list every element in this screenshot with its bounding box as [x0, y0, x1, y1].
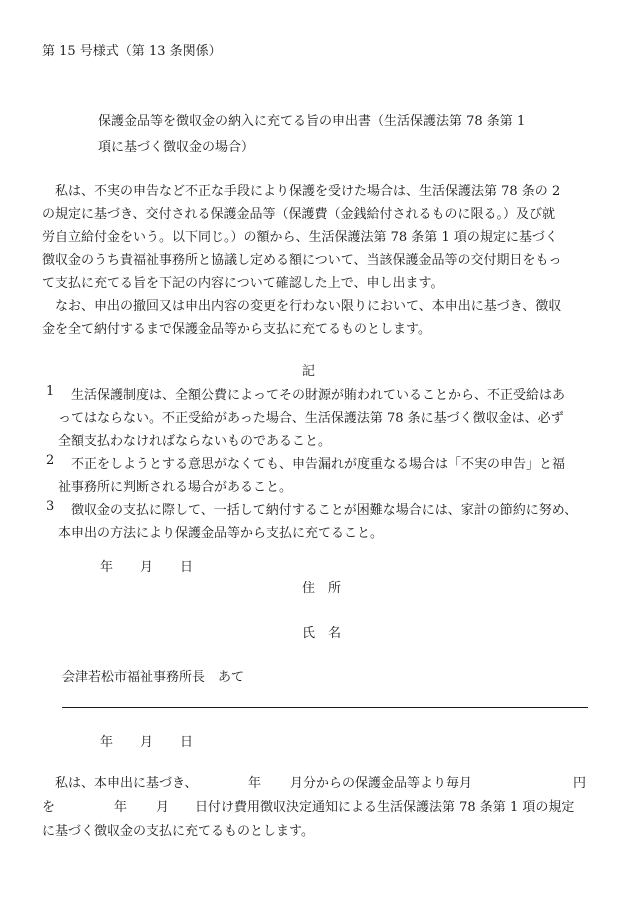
name-label: 氏 名 — [302, 626, 342, 641]
intro-line: て支払に充てる旨を下記の内容について確認した上で、申し出ます。 — [42, 276, 444, 291]
item-line: 本申出の方法により保護金品等から支払に充てること。 — [58, 526, 384, 541]
statement-text: 年 — [114, 800, 128, 815]
item-line: 不正をしようとする意思がなくても、申告漏れが度重なる場合は「不実の申告」と福 — [58, 457, 566, 472]
item-line: 祉事務所に判断される場合があること。 — [58, 480, 293, 495]
intro-line: の規定に基づき、交付される保護金品等（保護費（金銭給付されるものに限る。）及び就 — [42, 207, 555, 222]
statement-text: 日付け費用徴収決定通知による生活保護法第 78 条第 1 項の規定 — [195, 800, 575, 815]
intro-line: 私は、不実の申告など不正な手段により保護を受けた場合は、生活保護法第 78 条の 2 — [42, 184, 561, 199]
statement-text: 年 — [248, 776, 262, 791]
item-line: 生活保護制度は、全額公費によってその財源が賄われていることから、不正受給はあ — [58, 388, 566, 403]
date-month: 月 — [140, 560, 154, 575]
statement-text: 私は、本申出に基づき、 — [42, 776, 198, 791]
office-date-month: 月 — [140, 735, 154, 750]
title-line-2: 項に基づく徴収金の場合） — [98, 140, 255, 155]
statement-text: 月 — [156, 800, 170, 815]
statement-text: 円 — [573, 776, 587, 791]
office-date-year: 年 — [100, 735, 114, 750]
address-label: 住 所 — [302, 581, 342, 596]
item-number: 3 — [46, 499, 55, 514]
office-date-day: 日 — [180, 735, 194, 750]
form-number: 第 15 号様式（第 13 条関係） — [42, 44, 222, 59]
date-year: 年 — [100, 560, 114, 575]
statement-text: を — [42, 800, 56, 815]
intro-line: なお、申出の撤回又は申出内容の変更を行わない限りにおいて、本申出に基づき、徴収 — [42, 299, 562, 314]
intro-line: 労自立給付金をいう。以下同じ。）の額から、生活保護法第 78 条第 1 項の規定に基づく — [42, 230, 558, 245]
item-line: 全額支払わなければならないものであること。 — [58, 434, 332, 449]
intro-line: 金を全て納付するまで保護金品等から支払に充てるものとします。 — [42, 322, 431, 337]
addressee: 会津若松市福祉事務所長 あて — [62, 670, 245, 685]
statement-text: に基づく徴収金の支払に充てるものとします。 — [42, 824, 314, 839]
item-number: 2 — [46, 453, 55, 468]
date-day: 日 — [180, 560, 194, 575]
ki-heading: 記 — [302, 364, 316, 379]
item-line: 徴収金の支払に際して、一括して納付することが困難な場合には、家計の節約に努め、 — [58, 503, 578, 518]
title-line-1: 保護金品等を徴収金の納入に充てる旨の申出書（生活保護法第 78 条第 1 — [98, 114, 526, 129]
statement-text: 月分からの保護金品等より毎月 — [290, 776, 473, 791]
item-number: 1 — [46, 384, 55, 399]
item-line: ってはならない。不正受給があった場合、生活保護法第 78 条に基づく徴収金は、必ず — [58, 411, 564, 426]
separator-line — [62, 707, 588, 708]
intro-line: 徴収金のうち貴福祉事務所と協議し定める額について、当該保護金品等の交付期日をもっ — [42, 253, 562, 268]
